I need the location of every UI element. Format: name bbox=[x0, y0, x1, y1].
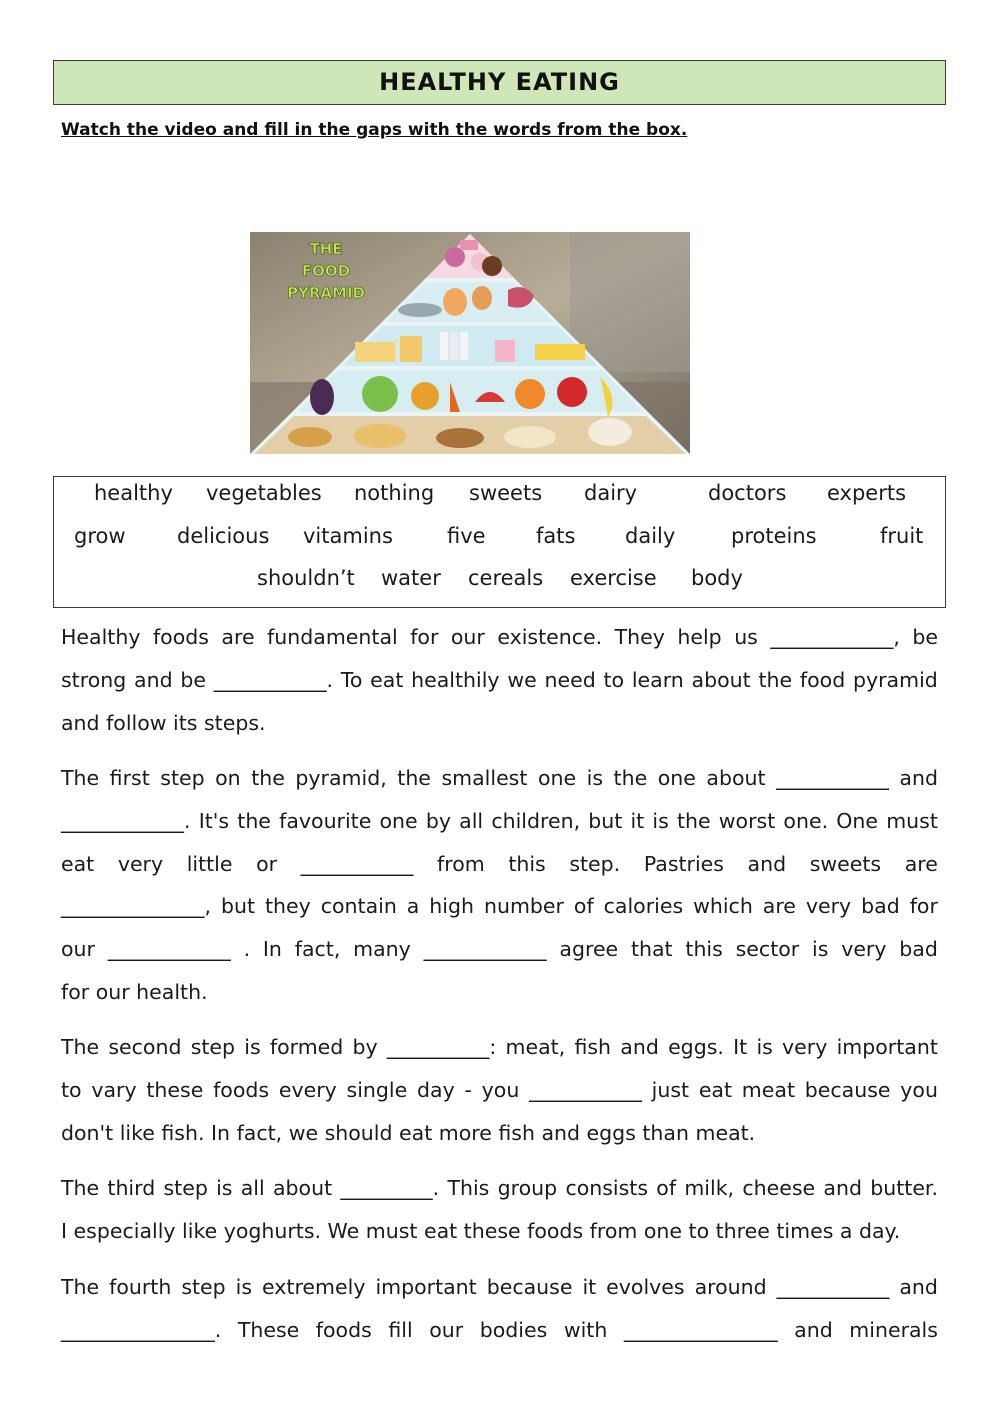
word: you bbox=[900, 1077, 938, 1102]
word: number bbox=[483, 894, 564, 919]
word: is bbox=[216, 1176, 233, 1200]
word: strong bbox=[61, 667, 127, 692]
word: ___________ bbox=[300, 851, 414, 876]
word: one. bbox=[783, 808, 829, 833]
text-line bbox=[61, 757, 938, 800]
word: _______________. bbox=[61, 1317, 222, 1342]
word: it bbox=[630, 808, 645, 833]
word-bank-item: vegetables bbox=[206, 481, 322, 505]
word: bad bbox=[861, 894, 900, 919]
word: high bbox=[429, 894, 474, 919]
word: need bbox=[544, 667, 596, 692]
word: ___________. bbox=[213, 667, 334, 692]
word-bank-item: grow bbox=[74, 524, 126, 548]
worksheet-title: HEALTHY EATING bbox=[53, 60, 946, 105]
word: Pastries bbox=[643, 851, 724, 876]
word: existence. bbox=[497, 625, 603, 649]
word: bad bbox=[899, 937, 938, 962]
word: our bbox=[429, 1317, 464, 1342]
word: to bbox=[61, 1077, 82, 1102]
word: because bbox=[804, 1077, 891, 1102]
word: by bbox=[425, 808, 451, 833]
word: it bbox=[582, 1275, 597, 1299]
word: sweets bbox=[809, 851, 882, 876]
paragraph-second-step bbox=[61, 1026, 938, 1154]
word: the bbox=[676, 808, 711, 833]
word: healthily bbox=[411, 667, 500, 692]
word: ___________ bbox=[776, 766, 889, 790]
text-line bbox=[61, 800, 938, 843]
word: many bbox=[353, 937, 411, 962]
word-bank-item: fruit bbox=[880, 524, 924, 548]
word: just bbox=[651, 1077, 690, 1102]
word: - bbox=[464, 1077, 472, 1102]
word: are bbox=[904, 851, 938, 876]
word: second bbox=[108, 1035, 182, 1059]
word-bank-item: water bbox=[381, 566, 441, 590]
word: is bbox=[235, 1275, 253, 1299]
pyramid-caption-line3: PYRAMID bbox=[287, 284, 365, 302]
word-bank-item: fats bbox=[536, 524, 576, 548]
text-line bbox=[61, 616, 938, 659]
word: step bbox=[190, 1035, 236, 1059]
word-bank-item: healthy bbox=[94, 481, 173, 505]
word: step bbox=[181, 1275, 226, 1299]
word: or bbox=[256, 851, 278, 876]
word: foods bbox=[152, 625, 209, 649]
word: One bbox=[836, 808, 879, 833]
word: meat, bbox=[505, 1035, 566, 1059]
word: every bbox=[278, 1077, 337, 1102]
word: eggs. bbox=[668, 1035, 724, 1059]
word: all bbox=[459, 808, 484, 833]
word: In bbox=[262, 937, 282, 962]
word: from bbox=[437, 851, 485, 876]
word-bank-box bbox=[53, 476, 946, 608]
word: with bbox=[563, 1317, 608, 1342]
word: sector bbox=[735, 937, 800, 962]
word-bank-item: body bbox=[691, 566, 743, 590]
word-bank-item: delicious bbox=[177, 524, 270, 548]
word: and bbox=[823, 1176, 862, 1200]
text-line bbox=[61, 1026, 938, 1069]
text-line bbox=[61, 843, 938, 886]
word: foods bbox=[213, 1077, 270, 1102]
word: learn bbox=[631, 667, 684, 692]
text-line: don't like fish. In fact, we should eat more fish and eggs than meat. bbox=[61, 1120, 756, 1145]
word: ______________, bbox=[61, 894, 212, 919]
word: __________: bbox=[386, 1035, 497, 1059]
word: they bbox=[264, 894, 311, 919]
word-bank-item: proteins bbox=[731, 524, 817, 548]
word: about bbox=[706, 766, 766, 790]
paragraph-intro bbox=[61, 616, 938, 744]
word: is bbox=[586, 766, 604, 790]
word: fish bbox=[574, 1035, 612, 1059]
word-bank-item: five bbox=[447, 524, 486, 548]
word: cheese bbox=[742, 1176, 816, 1200]
word: of bbox=[573, 894, 594, 919]
word: very bbox=[841, 937, 887, 962]
text-line bbox=[61, 928, 938, 971]
word-bank-item: vitamins bbox=[303, 524, 393, 548]
word: must bbox=[886, 808, 938, 833]
word-bank-item: shouldn’t bbox=[257, 566, 355, 590]
word: ____________. bbox=[61, 808, 191, 833]
word-bank-item: cereals bbox=[468, 566, 544, 590]
word: This bbox=[447, 1176, 490, 1200]
word: The bbox=[61, 1035, 100, 1059]
word: agree bbox=[559, 937, 619, 962]
word: fundamental bbox=[267, 625, 398, 649]
food-pyramid-illustration bbox=[250, 232, 690, 454]
word: important bbox=[375, 1275, 477, 1299]
word: about bbox=[691, 667, 751, 692]
word: the bbox=[397, 766, 431, 790]
word: and bbox=[747, 851, 787, 876]
word: pyramid bbox=[852, 667, 938, 692]
word: evolves bbox=[606, 1275, 685, 1299]
word: the bbox=[237, 808, 271, 833]
word: are bbox=[221, 625, 255, 649]
word: The bbox=[61, 1275, 100, 1299]
instruction-text: Watch the video and fill in the gaps with the words from the box. bbox=[61, 120, 688, 140]
word: milk, bbox=[684, 1176, 735, 1200]
word: _______________ bbox=[623, 1317, 778, 1342]
paragraph-first-step bbox=[61, 757, 938, 1014]
text-line: for our health. bbox=[61, 979, 208, 1004]
word: one bbox=[537, 766, 577, 790]
word: by bbox=[352, 1035, 378, 1059]
word: group bbox=[497, 1176, 558, 1200]
word: eat bbox=[698, 1077, 733, 1102]
text-line bbox=[61, 1266, 938, 1309]
text-line bbox=[61, 1069, 938, 1112]
word-bank-item: doctors bbox=[708, 481, 787, 505]
word: meat bbox=[741, 1077, 795, 1102]
text-line bbox=[61, 885, 938, 928]
word: It's bbox=[198, 808, 230, 833]
pyramid-caption-line2: FOOD bbox=[301, 262, 351, 280]
word: extremely bbox=[262, 1275, 366, 1299]
word: for bbox=[410, 625, 439, 649]
text-line: I especially like yoghurts. We must eat these foods from one to three times a day. bbox=[61, 1218, 901, 1243]
word-bank-item: daily bbox=[625, 524, 676, 548]
word: eat bbox=[61, 851, 95, 876]
word: the bbox=[251, 766, 285, 790]
text-line: and follow its steps. bbox=[61, 710, 266, 735]
word: is bbox=[652, 808, 669, 833]
word: us bbox=[734, 625, 758, 649]
word: step bbox=[160, 766, 205, 790]
word: fact, bbox=[294, 937, 341, 962]
word: fourth bbox=[109, 1275, 172, 1299]
word: are bbox=[762, 894, 796, 919]
word-bank-item: sweets bbox=[469, 481, 543, 505]
paragraph-fourth-step bbox=[61, 1266, 938, 1352]
word: consists bbox=[565, 1176, 649, 1200]
word: calories bbox=[603, 894, 684, 919]
word: ____________ bbox=[423, 937, 547, 962]
word: you bbox=[481, 1077, 520, 1102]
word: we bbox=[507, 667, 537, 692]
word: is bbox=[812, 937, 829, 962]
word: minerals bbox=[849, 1317, 938, 1342]
word-bank-item: experts bbox=[827, 481, 907, 505]
word: fill bbox=[388, 1317, 413, 1342]
word: is bbox=[756, 1035, 773, 1059]
pyramid-caption-line1: THE bbox=[309, 240, 343, 258]
word: very bbox=[117, 851, 164, 876]
word: and bbox=[794, 1317, 833, 1342]
word: ____________ bbox=[107, 937, 231, 962]
word: our bbox=[61, 937, 95, 962]
word: to bbox=[603, 667, 625, 692]
word: formed bbox=[269, 1035, 344, 1059]
word: the bbox=[758, 667, 793, 692]
text-line bbox=[61, 659, 938, 702]
word: these bbox=[146, 1077, 204, 1102]
word: about bbox=[272, 1176, 333, 1200]
word: one bbox=[657, 766, 696, 790]
word: is bbox=[244, 1035, 261, 1059]
word: worst bbox=[718, 808, 776, 833]
paragraph-third-step bbox=[61, 1167, 938, 1253]
word: around bbox=[694, 1275, 767, 1299]
word: step. bbox=[569, 851, 621, 876]
word: the bbox=[613, 766, 648, 790]
word: first bbox=[109, 766, 150, 790]
word: ____________, bbox=[770, 625, 900, 649]
word: favourite bbox=[279, 808, 372, 833]
word: that bbox=[630, 937, 673, 962]
word: and bbox=[899, 1275, 938, 1299]
word: but bbox=[588, 808, 623, 833]
word: of bbox=[656, 1176, 677, 1200]
word: all bbox=[240, 1176, 265, 1200]
text-line bbox=[61, 1167, 938, 1210]
word: smallest bbox=[441, 766, 528, 790]
word: The bbox=[61, 766, 100, 790]
word: children, bbox=[491, 808, 581, 833]
word: day bbox=[417, 1077, 455, 1102]
word: be bbox=[180, 667, 206, 692]
word: a bbox=[406, 894, 420, 919]
word: . bbox=[243, 937, 251, 962]
word: and bbox=[620, 1035, 659, 1059]
word: vary bbox=[91, 1077, 137, 1102]
word: The bbox=[61, 1176, 100, 1200]
word-bank-item: dairy bbox=[584, 481, 638, 505]
word: contain bbox=[320, 894, 397, 919]
word: It bbox=[733, 1035, 748, 1059]
word: which bbox=[693, 894, 753, 919]
word: butter. bbox=[870, 1176, 938, 1200]
word: very bbox=[805, 894, 852, 919]
word: because bbox=[486, 1275, 573, 1299]
word: for bbox=[909, 894, 938, 919]
word: but bbox=[220, 894, 256, 919]
word: _________. bbox=[340, 1176, 440, 1200]
word: third bbox=[107, 1176, 156, 1200]
word: foods bbox=[315, 1317, 372, 1342]
word: help bbox=[677, 625, 722, 649]
word: pyramid, bbox=[295, 766, 387, 790]
word: one bbox=[379, 808, 418, 833]
word: ___________ bbox=[529, 1077, 642, 1102]
word: and bbox=[134, 667, 173, 692]
word: step bbox=[163, 1176, 208, 1200]
word: on bbox=[215, 766, 241, 790]
word-bank-item: exercise bbox=[570, 566, 657, 590]
word: be bbox=[912, 625, 938, 649]
word: important bbox=[836, 1035, 938, 1059]
food-pyramid-image bbox=[250, 232, 690, 454]
word: food bbox=[799, 667, 846, 692]
word: bodies bbox=[479, 1317, 548, 1342]
word: our bbox=[450, 625, 485, 649]
word: single bbox=[346, 1077, 408, 1102]
word: ___________ bbox=[776, 1275, 890, 1299]
word: little bbox=[186, 851, 233, 876]
word: this bbox=[508, 851, 546, 876]
text-line bbox=[61, 1309, 938, 1352]
word: and bbox=[899, 766, 938, 790]
word-bank-item: nothing bbox=[354, 481, 435, 505]
word: These bbox=[237, 1317, 300, 1342]
word: They bbox=[614, 625, 665, 649]
word: eat bbox=[370, 667, 404, 692]
word: To bbox=[340, 667, 363, 692]
word: this bbox=[685, 937, 723, 962]
word: very bbox=[782, 1035, 828, 1059]
word: Healthy bbox=[61, 625, 141, 649]
